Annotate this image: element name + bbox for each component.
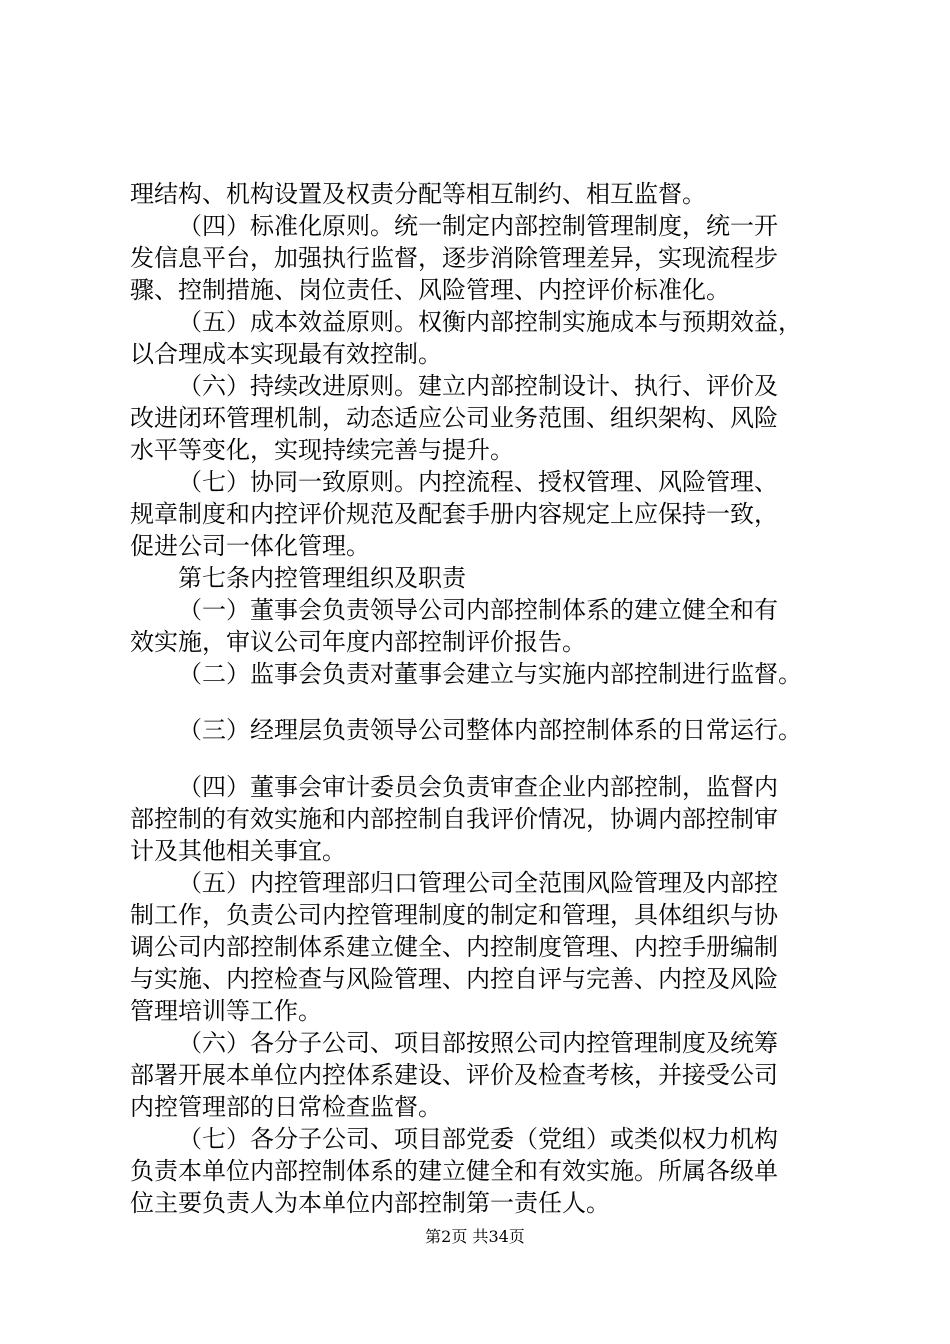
page-number: 第2页 共34页 xyxy=(425,1227,525,1246)
text-line: 理结构、机构设置及权责分配等相互制约、相互监督。 xyxy=(130,180,706,208)
text-line: 位主要负责人为本单位内部控制第一责任人。 xyxy=(130,1189,610,1217)
text-line: 调公司内部控制体系建立健全、内控制度管理、内控手册编制 xyxy=(130,933,778,961)
text-line: （五）内控管理部归口管理公司全范围风险管理及内部控 xyxy=(178,869,778,897)
text-line: 改进闭环管理机制，动态适应公司业务范围、组织架构、风险 xyxy=(130,404,778,432)
text-line: 管理培训等工作。 xyxy=(130,997,322,1025)
text-line: 发信息平台，加强执行监督，逐步消除管理差异，实现流程步 xyxy=(130,244,778,272)
page-footer xyxy=(0,1227,950,1247)
text-line: （三）经理层负责领导公司整体内部控制体系的日常运行。 xyxy=(178,716,802,744)
text-line: 计及其他相关事宜。 xyxy=(130,837,346,865)
section-heading: 第七条内控管理组织及职责 xyxy=(178,564,466,592)
text-line: （四）董事会审计委员会负责审查企业内部控制，监督内 xyxy=(178,773,778,801)
text-line: 规章制度和内控评价规范及配套手册内容规定上应保持一致， xyxy=(130,500,778,528)
text-line: （六）各分子公司、项目部按照公司内控管理制度及统筹 xyxy=(178,1029,778,1057)
text-line: 水平等变化，实现持续完善与提升。 xyxy=(130,436,514,464)
text-line: 效实施，审议公司年度内部控制评价报告。 xyxy=(130,628,586,656)
text-line: （一）董事会负责领导公司内部控制体系的建立健全和有 xyxy=(178,596,778,624)
text-line: 骤、控制措施、岗位责任、风险管理、内控评价标准化。 xyxy=(130,276,730,304)
text-line: 制工作，负责公司内控管理制度的制定和管理，具体组织与协 xyxy=(130,901,778,929)
text-line: 与实施、内控检查与风险管理、内控自评与完善、内控及风险 xyxy=(130,965,778,993)
text-line: （七）各分子公司、项目部党委（党组）或类似权力机构 xyxy=(178,1125,778,1153)
text-line: （四）标准化原则。统一制定内部控制管理制度，统一开 xyxy=(178,212,778,240)
text-line: 部署开展本单位内控体系建设、评价及检查考核，并接受公司 xyxy=(130,1061,778,1089)
text-line: （六）持续改进原则。建立内部控制设计、执行、评价及 xyxy=(178,372,778,400)
text-line: （五）成本效益原则。权衡内部控制实施成本与预期效益， xyxy=(178,308,802,336)
text-line: （二）监事会负责对董事会建立与实施内部控制进行监督。 xyxy=(178,660,802,688)
text-line: 以合理成本实现最有效控制。 xyxy=(130,340,442,368)
text-line: 负责本单位内部控制体系的建立健全和有效实施。所属各级单 xyxy=(130,1157,778,1185)
text-line: 内控管理部的日常检查监督。 xyxy=(130,1093,442,1121)
text-line: （七）协同一致原则。内控流程、授权管理、风险管理、 xyxy=(178,468,778,496)
text-line: 部控制的有效实施和内部控制自我评价情况，协调内部控制审 xyxy=(130,805,778,833)
text-line: 促进公司一体化管理。 xyxy=(130,532,370,560)
